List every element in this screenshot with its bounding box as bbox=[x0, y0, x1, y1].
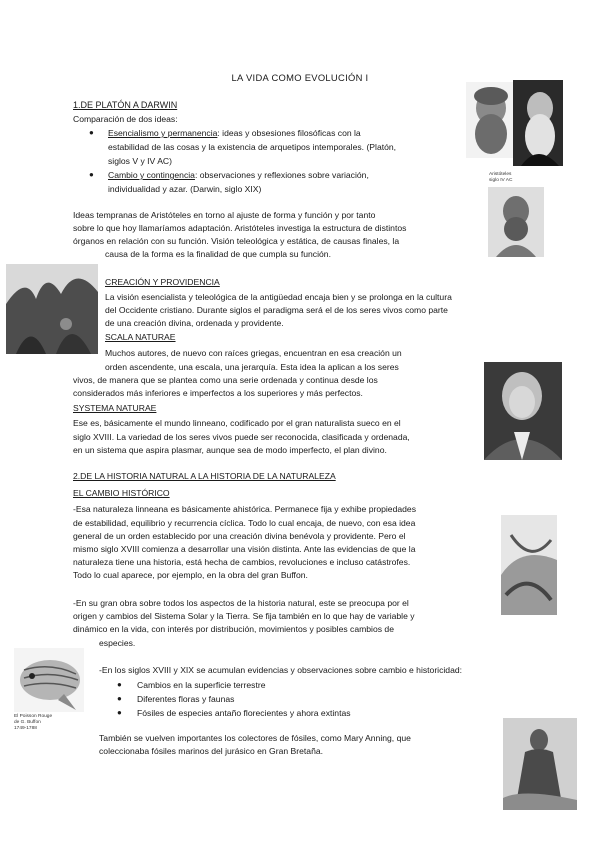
page-title: LA VIDA COMO EVOLUCIÓN I bbox=[231, 72, 369, 83]
cambio-p2-line2: origen y cambios del Sistema Solar y la Tierra. Se fija también en lo que hay de variable y bbox=[73, 611, 415, 621]
creacion-heading: CREACIÓN Y PROVIDENCIA bbox=[105, 277, 220, 287]
fish-caption-line3: 1749-1788 bbox=[14, 726, 37, 731]
aristoteles-line2: sobre lo que hoy llamaríamos adaptación. Aristóteles investiga la estructura de distintos bbox=[73, 223, 407, 233]
scala-line4: considerados más inferiores e imperfectos a los superiores y más perfectos. bbox=[73, 388, 363, 398]
plato-portrait bbox=[466, 82, 516, 158]
bullet-1: ● bbox=[89, 128, 94, 137]
bullet-1-line1 bbox=[108, 127, 361, 140]
cambio-p1-line5: naturaleza tiene una historia, está hecha de cambios, revoluciones e incluso catástrofes. bbox=[73, 557, 411, 567]
cambio-p1-line6: Todo lo cual aparece, por ejemplo, en la obra del gran Buffon. bbox=[73, 570, 308, 580]
sistema-line2: siglo XVIII. La variedad de los seres vivos puede ser reconocida, clasificada y ordenada, bbox=[73, 432, 410, 442]
bullet-2-rest: : observaciones y reflexiones sobre variación, bbox=[194, 170, 369, 180]
section1-intro: Comparación de dos ideas: bbox=[73, 114, 178, 124]
sistema-line3: en un sistema que aspira plasmar, aunque sea de modo imperfecto, el plan divino. bbox=[73, 445, 387, 455]
bullet-1-line2: estabilidad de las cosas y la existencia de arquetipos intemporales. (Platón, bbox=[108, 142, 397, 152]
list-bullet-1: ● bbox=[117, 680, 122, 689]
scala-heading: SCALA NATURAE bbox=[105, 332, 176, 342]
cambio-p2-line1: -En su gran obra sobre todos los aspectos de la historia natural, este se preocupa por el bbox=[73, 598, 409, 608]
list-item-1: Cambios en la superficie terrestre bbox=[137, 680, 266, 690]
creacion-line3: de una creación divina, ordenada y providente. bbox=[105, 318, 284, 328]
list-item-2: Diferentes floras y faunas bbox=[137, 694, 235, 704]
fish-illustration bbox=[14, 648, 84, 712]
creacion-line1: La visión esencialista y teleológica de la antigüedad encaja bien y se prolonga en la cultura bbox=[105, 292, 452, 302]
bullet-2-line2: individualidad y azar. (Darwin, siglo XIX) bbox=[108, 184, 262, 194]
section2-heading: 2.DE LA HISTORIA NATURAL A LA HISTORIA DE LA NATURALEZA bbox=[73, 471, 336, 481]
cambio-p1-line2: de estabilidad, equilibrio y recurrencia cíclica. Todo lo cual encaja, de nuevo, con esa idea bbox=[73, 518, 416, 528]
linnaeus-portrait bbox=[484, 362, 562, 460]
scala-line2: orden ascendente, una escala, una jerarquía. Esta idea la aplican a los seres bbox=[105, 362, 399, 372]
bullet-1-line3: siglos V y IV AC) bbox=[108, 156, 172, 166]
aristoteles-line3: órganos en relación con su función. Visión teleológica y estática, de causas finales, la bbox=[73, 236, 400, 246]
sistema-line1: Ese es, básicamente el mundo linneano, codificado por el gran naturalista sueco en el bbox=[73, 418, 401, 428]
list-item-3: Fósiles de especies antaño florecientes y ahora extintas bbox=[137, 708, 351, 718]
fish-caption-line1: El Poisson Rouge bbox=[14, 714, 53, 719]
cambio-p2-line4: especies. bbox=[99, 638, 136, 648]
aristoteles-line1: Ideas tempranas de Aristóteles en torno al ajuste de forma y función y por tanto bbox=[73, 210, 376, 220]
bullet-2: ● bbox=[89, 170, 94, 179]
anning-line1: También se vuelven importantes los colectores de fósiles, como Mary Anning, que bbox=[99, 733, 411, 743]
anning-line2: coleccionaba fósiles marinos del jurásico en Gran Bretaña. bbox=[99, 746, 324, 756]
aristoteles-caption-line1: Aristóteles bbox=[489, 172, 512, 177]
cambio-p1-line3: general de un orden establecido por una creación divina benévola y providente. Pero el bbox=[73, 531, 406, 541]
cambio-historico-heading: EL CAMBIO HISTÓRICO bbox=[73, 488, 170, 498]
scala-line3: vivos, de manera que se plantea como una serie ordenada y continua desde los bbox=[73, 375, 378, 385]
bullet-2-term: Cambio y contingencia bbox=[108, 170, 195, 180]
mary-anning-portrait bbox=[503, 718, 577, 810]
cambio-p2-line3: dinámico en la vida, con interés por distribución, movimientos y posibles cambios de bbox=[73, 624, 394, 634]
cambio-p3-line1: -En los siglos XVIII y XIX se acumulan evidencias y observaciones sobre cambio e historicidad: bbox=[99, 665, 463, 675]
list-bullet-2: ● bbox=[117, 694, 122, 703]
bullet-1-term: Esencialismo y permanencia bbox=[108, 128, 218, 138]
catastrophe-illustration bbox=[501, 515, 557, 615]
fish-caption-line2: de G. Buffon bbox=[14, 720, 41, 725]
darwin-portrait bbox=[513, 80, 563, 166]
aristoteles-caption-line2: siglo IV AC bbox=[489, 178, 513, 183]
aristoteles-line4: causa de la forma es la finalidad de que cumpla su función. bbox=[105, 249, 331, 259]
section1-heading: 1.DE PLATÓN A DARWIN bbox=[73, 100, 178, 110]
aristoteles-bust bbox=[488, 187, 544, 257]
creacion-line2: del Occidente cristiano. Durante siglos el paradigma será el de los seres vivos como parte bbox=[105, 305, 448, 315]
sistema-heading: SYSTEMA NATURAE bbox=[73, 403, 157, 413]
bullet-1-rest: : ideas y obsesiones filosóficas con la bbox=[217, 128, 361, 138]
cambio-p1-line4: mismo siglo XVIII comienza a desarrollar una visión distinta. Ante las evidencias de que la bbox=[73, 544, 416, 554]
creation-illustration bbox=[6, 264, 98, 354]
cambio-p1-line1: -Esa naturaleza linneana es básicamente ahistórica. Permanece fija y exhibe propiedades bbox=[73, 504, 416, 514]
list-bullet-3: ● bbox=[117, 708, 122, 717]
scala-line1: Muchos autores, de nuevo con raíces griegas, encuentran en esa creación un bbox=[105, 348, 402, 358]
bullet-2-line1 bbox=[108, 169, 369, 182]
